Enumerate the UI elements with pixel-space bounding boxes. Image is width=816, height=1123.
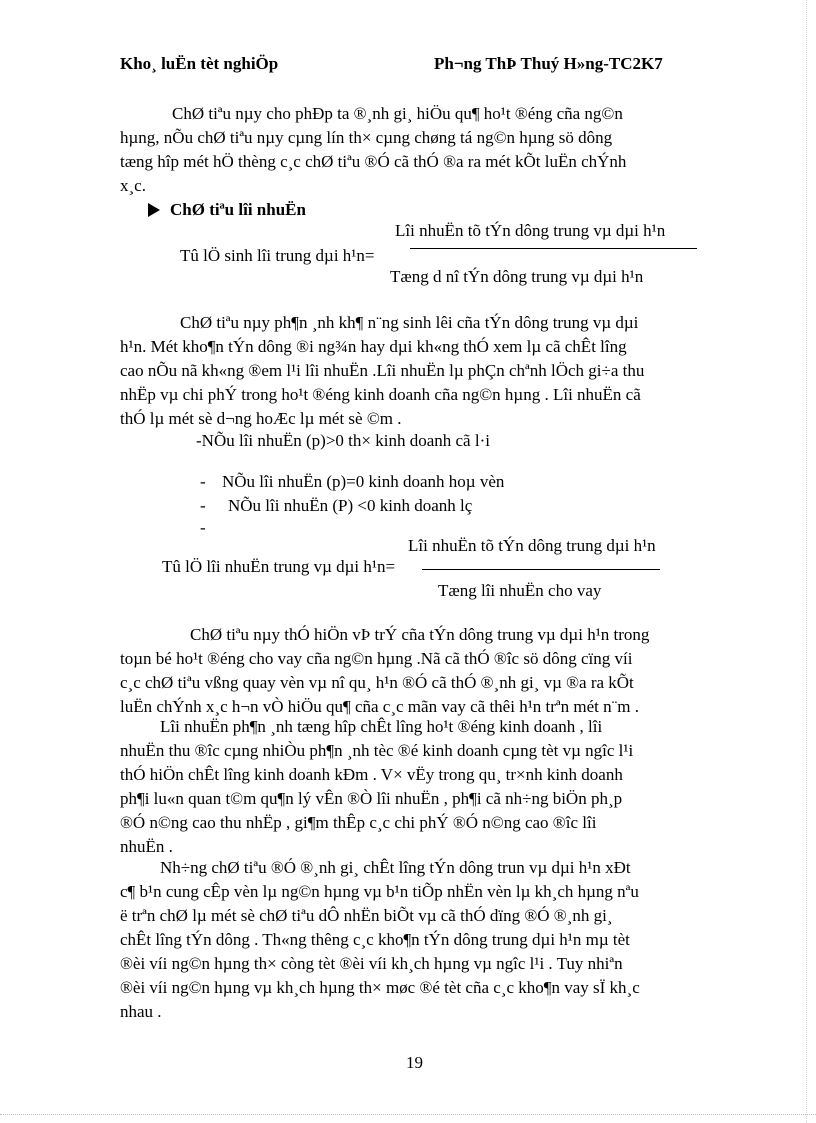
- page-bottom-border: [0, 1114, 816, 1115]
- text-line: chÊt lîng tÝn dông . Th«ng thêng c¸c kho¶n tÝn dông trung dµi h¹n mµ tèt: [120, 930, 630, 949]
- text-line: h¹n. Mét kho¶n tÝn dông ®i ng¾n hay dµi kh«ng thÓ xem lµ cã chÊt lîng: [120, 337, 627, 356]
- text-line: thÓ hiÖn chÊt lîng kinh doanh kÐm . V× vËy trong qu¸ tr×nh kinh doanh: [120, 765, 623, 784]
- text-line: ChØ tiªu nµy thÓ hiÖn vÞ trÝ cña tÝn dông trung vµ dµi h¹n trong: [190, 625, 650, 644]
- formula-numerator: Lîi nhuËn tõ tÝn dông trung vµ dµi h¹n: [395, 221, 666, 240]
- text-line: ®èi víi ng©n hµng th× còng tèt ®èi víi kh¸ch hµng vµ ngîc l¹i . Tuy nhiªn: [120, 954, 623, 973]
- formula-lhs: Tû lÖ lîi nhuËn trung vµ dµi h¹n=: [162, 557, 396, 576]
- formula-denominator: Tæng lîi nhuËn cho vay: [438, 581, 602, 600]
- text-line: Lîi nhuËn ph¶n ¸nh tæng hîp chÊt lîng ho¹t ®éng kinh doanh , lîi: [160, 717, 603, 736]
- text-line: nhau .: [120, 1002, 162, 1021]
- formula-denominator: Tæng d nî tÝn dông trung vµ dµi h¹n: [390, 267, 644, 286]
- condition-loss: NÕu lîi nhuËn (P) <0 kinh doanh lç: [228, 496, 473, 515]
- text-line: luËn chÝnh x¸c h¬n vÒ hiÖu qu¶ cña c¸c mãn vay cã thêi h¹n trªn mét n¨m .: [120, 697, 639, 716]
- text-line: ChØ tiªu nµy ph¶n ¸nh kh¶ n¨ng sinh lêi cña tÝn dông trung vµ dµi: [180, 313, 639, 332]
- condition-profit: -NÕu lîi nhuËn (p)>0 th× kinh doanh cã l·i: [196, 431, 490, 450]
- text-line: nhuËn .: [120, 837, 173, 856]
- text-line: toµn bé ho¹t ®éng cho vay cña ng©n hµng .Nã cã thÓ ®îc sö dông cïng víi: [120, 649, 633, 668]
- page-right-border: [806, 0, 807, 1123]
- text-line: tæng hîp mét hÖ thèng c¸c chØ tiªu ®Ó cã thÓ ®a ra mét kÕt luËn chÝnh: [120, 152, 627, 171]
- formula-numerator: Lîi nhuËn tõ tÝn dông trung dµi h¹n: [408, 536, 656, 555]
- text-line: ChØ tiªu nµy cho phÐp ta ®¸nh gi¸ hiÖu qu¶ ho¹t ®éng cña ng©n: [172, 104, 623, 123]
- header-left-title: Kho¸ luËn tèt nghiÖp: [120, 54, 279, 73]
- condition-breakeven: NÕu lîi nhuËn (p)=0 kinh doanh hoµ vèn: [222, 472, 505, 491]
- formula-lhs: Tû lÖ sinh lîi trung dµi h¹n=: [180, 246, 375, 265]
- list-dash: -: [200, 472, 206, 491]
- fraction-bar: [422, 569, 660, 570]
- text-line: nhuËn thu ®îc cµng nhiÒu ph¶n ¸nh tèc ®é kinh doanh cµng tèt vµ ngîc l¹i: [120, 741, 634, 760]
- text-line: c¶ b¹n cung cÊp vèn lµ ng©n hµng vµ b¹n tiÕp nhËn vèn lµ kh¸ch hµng nªu: [120, 882, 639, 901]
- text-line: ®Ó n©ng cao thu nhËp , gi¶m thÊp c¸c chi phÝ ®Ó n©ng cao ®îc lîi: [120, 813, 597, 832]
- text-line: ph¶i lu«n quan t©m qu¶n lý vÊn ®Ò lîi nhuËn , ph¶i cã nh÷ng biÖn ph¸p: [120, 789, 623, 808]
- text-line: ®èi víi ng©n hµng vµ kh¸ch hµng th× møc ®é tèt cña c¸c kho¶n vay sÏ kh¸c: [120, 978, 640, 997]
- text-line: c¸c chØ tiªu vßng quay vèn vµ nî qu¸ h¹n ®Ó cã thÓ ®¸nh gi¸ vµ ®a ra kÕt: [120, 673, 634, 692]
- text-line: x¸c.: [120, 176, 146, 195]
- text-line: cao nÕu nã kh«ng ®em l¹i lîi nhuËn .Lîi nhuËn lµ phÇn chªnh lÖch gi÷a thu: [120, 361, 645, 380]
- text-line: ë trªn chØ lµ mét sè chØ tiªu dÔ nhËn biÕt vµ cã thÓ dïng ®Ó ®¸nh gi¸: [120, 906, 613, 925]
- page-number: 19: [406, 1053, 423, 1072]
- text-line: nhËp vµ chi phÝ trong ho¹t ®éng kinh doanh cña ng©n hµng . Lîi nhuËn cã: [120, 385, 641, 404]
- header-right-author: Ph¬ng ThÞ Thuý H»ng-TC2K7: [434, 54, 663, 73]
- list-dash: -: [200, 518, 206, 537]
- text-line: thÓ lµ mét sè d¬ng hoÆc lµ mét sè ©m .: [120, 409, 402, 428]
- text-line: hµng, nÕu chØ tiªu nµy cµng lín th× cµng chøng tá ng©n hµng sö dông: [120, 128, 613, 147]
- arrow-bullet-icon: [148, 203, 160, 217]
- section-heading: ChØ tiªu lîi nhuËn: [170, 200, 306, 219]
- text-line: Nh÷ng chØ tiªu ®Ó ®¸nh gi¸ chÊt lîng tÝn dông trun vµ dµi h¹n xÐt: [160, 858, 631, 877]
- list-dash: -: [200, 496, 206, 515]
- fraction-bar: [410, 248, 697, 249]
